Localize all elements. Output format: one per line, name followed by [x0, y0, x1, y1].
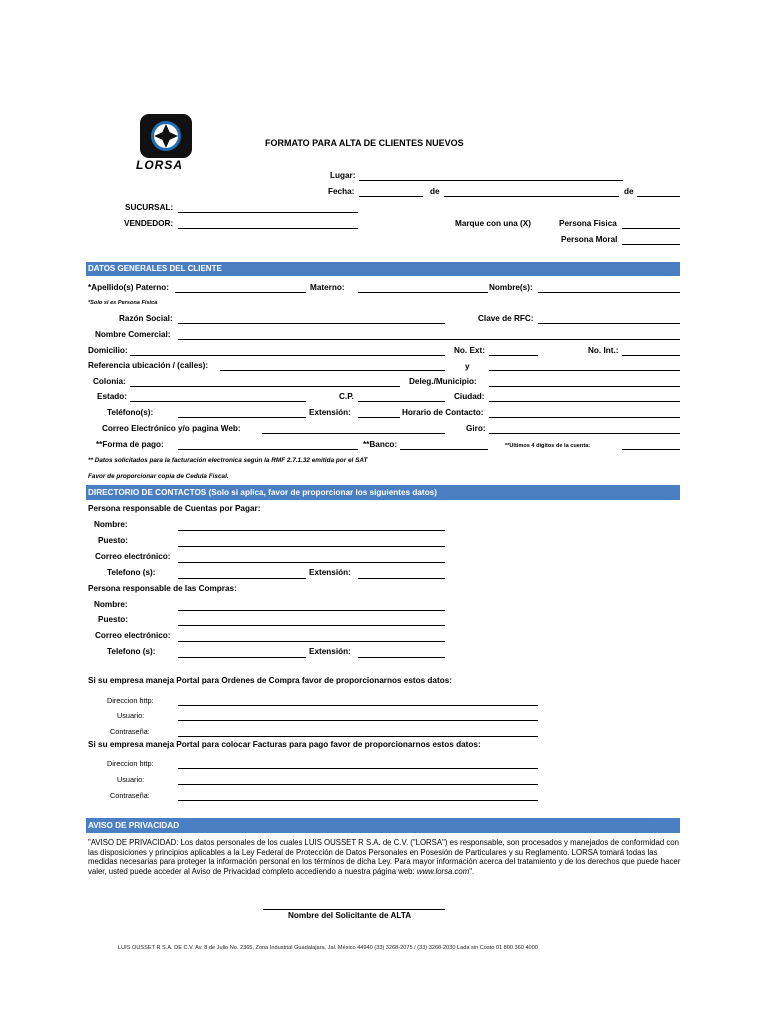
portal-oc-usuario-field[interactable]: [178, 720, 538, 721]
portal-oc-heading: Si su empresa maneja Portal para Ordenes de Compra favor de proporcionarnos estos datos:: [88, 676, 452, 685]
aviso-text-body: "AVISO DE PRIVACIDAD: Los datos personales de los cuales LUIS OUSSET R S.A. de C.V. ("LORSA") es responsable, son procesados y manejados de conformidad con las disposiciones y principios aplicables a la Ley Federal de Protección de Datos Personales en Posesión de Particulares y su Reglamento. LORSA tomará todas las medidas necesarias para proteger la información personal en los términos de dicha Ley. Para mayor información acerca del tratamiento y de los derechos que puede hacer valer, usted puede acceder al Aviso de Privacidad completo accediendo a nuestra página web:: [88, 838, 681, 876]
aviso-text-end: ".: [469, 866, 475, 876]
nombre-field[interactable]: [538, 292, 680, 293]
cuentas-pagar-heading: Persona responsable de Cuentas por Pagar:: [88, 504, 261, 513]
nombre-comercial-label: Nombre Comercial:: [95, 330, 171, 339]
section-datos-generales: DATOS GENERALES DEL CLIENTE: [86, 262, 680, 276]
aviso-privacidad-text: [88, 838, 682, 876]
portal-fact-http-field[interactable]: [178, 768, 538, 769]
razon-social-field[interactable]: [178, 323, 445, 324]
section-directorio: DIRECTORIO DE CONTACTOS (Solo si aplica, favor de proporcionar los siguientes datos): [86, 485, 680, 500]
section-aviso-privacidad: AVISO DE PRIVACIDAD: [86, 818, 680, 833]
lorsa-emblem-icon: [136, 114, 196, 158]
compras-telefono-label: Telefono (s):: [107, 647, 156, 656]
portal-oc-contrasena-label: Contraseña:: [110, 727, 150, 736]
apellido-paterno-field[interactable]: [175, 292, 306, 293]
ultimos-digitos-field[interactable]: [622, 449, 680, 450]
lorsa-logo: [136, 114, 196, 174]
no-int-field[interactable]: [622, 355, 680, 356]
signature-line[interactable]: [263, 909, 445, 910]
persona-moral-field[interactable]: [622, 244, 680, 245]
banco-field[interactable]: [400, 449, 488, 450]
portal-fact-usuario-field[interactable]: [178, 784, 538, 785]
nota-cedula: Favor de proporcionar copia de Cedula Fiscal.: [88, 473, 229, 480]
estado-field[interactable]: [130, 401, 306, 402]
sucursal-label: SUCURSAL:: [125, 203, 174, 212]
referencia-field-2[interactable]: [489, 370, 680, 371]
fecha-de-label: de: [430, 187, 440, 196]
persona-fisica-label: Persona Fisica: [559, 219, 617, 228]
portal-oc-usuario-label: Usuario:: [117, 711, 145, 720]
compras-correo-label: Correo electrónico:: [95, 631, 171, 640]
ciudad-label: Ciudad:: [454, 392, 485, 401]
cxp-extension-label: Extensión:: [309, 568, 351, 577]
referencia-label: Referencia ubicación / (calles):: [88, 361, 209, 370]
apellido-paterno-label: *Apellido(s) Paterno:: [88, 283, 169, 292]
footer-address: LUIS OUSSET R S.A. DE C.V. Av. 8 de Julio No. 2365, Zona Industrial Guadalajara, Jal. México 44940 (33) 3268-2075 / (33) 3268-2030 Lada sin Costo 01 800 360 4000: [118, 945, 538, 951]
razon-social-label: Razón Social:: [119, 314, 173, 323]
banco-label: **Banco:: [363, 440, 398, 449]
nombre-label: Nombre(s):: [489, 283, 533, 292]
persona-fisica-field[interactable]: [622, 228, 680, 229]
portal-oc-http-field[interactable]: [178, 705, 538, 706]
vendedor-field[interactable]: [178, 228, 358, 229]
portal-fact-usuario-label: Usuario:: [117, 775, 145, 784]
forma-pago-field[interactable]: [178, 449, 358, 450]
cxp-puesto-field[interactable]: [178, 546, 445, 547]
cp-field[interactable]: [358, 401, 445, 402]
colonia-label: Colonia:: [93, 377, 126, 386]
fecha-day-field[interactable]: [359, 196, 423, 197]
no-int-label: No. Int.:: [588, 346, 619, 355]
telefonos-label: Teléfono(s):: [107, 408, 154, 417]
cxp-telefono-field[interactable]: [178, 578, 306, 579]
no-ext-label: No. Ext:: [454, 346, 485, 355]
portal-fact-heading: Si su empresa maneja Portal para colocar Facturas para pago favor de proporcionarnos estos datos:: [88, 740, 481, 749]
no-ext-field[interactable]: [489, 355, 538, 356]
fecha-year-field[interactable]: [637, 196, 680, 197]
cxp-telefono-label: Telefono (s):: [107, 568, 156, 577]
fecha-label: Fecha:: [328, 187, 355, 196]
domicilio-field[interactable]: [130, 355, 445, 356]
nombre-comercial-field[interactable]: [178, 339, 680, 340]
compras-extension-label: Extensión:: [309, 647, 351, 656]
extension-field[interactable]: [358, 417, 400, 418]
sucursal-field[interactable]: [178, 212, 358, 213]
domicilio-label: Domicilio:: [88, 346, 128, 355]
compras-correo-field[interactable]: [178, 641, 445, 642]
compras-puesto-field[interactable]: [178, 625, 445, 626]
compras-heading: Persona responsable de las Compras:: [88, 584, 237, 593]
deleg-label: Deleg./Municipio:: [409, 377, 477, 386]
lugar-field[interactable]: [359, 180, 623, 181]
deleg-field[interactable]: [489, 386, 680, 387]
telefonos-field[interactable]: [178, 417, 306, 418]
fecha-de2-label: de: [624, 187, 634, 196]
portal-oc-contrasena-field[interactable]: [178, 736, 538, 737]
cxp-correo-label: Correo electrónico:: [95, 552, 171, 561]
extension-label: Extensión:: [309, 408, 351, 417]
colonia-field[interactable]: [130, 386, 400, 387]
correo-web-field[interactable]: [262, 433, 445, 434]
portal-fact-contrasena-label: Contraseña:: [110, 791, 150, 800]
logo-text: LORSA: [136, 158, 183, 172]
nota-sat: ** Datos solicitados para la facturación electronica según la RMF 2.7.1.32 emitida por el SAT: [88, 457, 368, 464]
clave-rfc-label: Clave de RFC:: [478, 314, 534, 323]
page-title: FORMATO PARA ALTA DE CLIENTES NUEVOS: [265, 138, 464, 148]
forma-pago-label: **Forma de pago:: [96, 440, 164, 449]
ciudad-field[interactable]: [489, 401, 680, 402]
compras-telefono-field[interactable]: [178, 657, 306, 658]
vendedor-label: VENDEDOR:: [124, 219, 174, 228]
marque-label: Marque con una (X): [455, 219, 531, 228]
persona-moral-label: Persona Moral: [561, 235, 618, 244]
referencia-y-label: y: [465, 362, 470, 371]
referencia-field-1[interactable]: [220, 370, 445, 371]
horario-field[interactable]: [489, 417, 680, 418]
correo-web-label: Correo Electrónico y/o pagina Web:: [102, 424, 241, 433]
giro-label: Giro:: [466, 424, 486, 433]
fecha-month-field[interactable]: [444, 196, 619, 197]
portal-fact-contrasena-field[interactable]: [178, 800, 538, 801]
horario-label: Horario de Contacto:: [402, 408, 484, 417]
clave-rfc-field[interactable]: [538, 323, 680, 324]
cxp-nombre-field[interactable]: [178, 530, 445, 531]
lugar-label: Lugar:: [330, 171, 356, 180]
cxp-puesto-label: Puesto:: [98, 536, 129, 545]
cxp-nombre-label: Nombre:: [94, 520, 128, 529]
compras-extension-field[interactable]: [358, 657, 445, 658]
cp-label: C.P.: [339, 392, 354, 401]
cxp-correo-field[interactable]: [178, 562, 445, 563]
portal-fact-http-label: Direccion http:: [107, 759, 154, 768]
compras-nombre-label: Nombre:: [94, 600, 128, 609]
portal-oc-http-label: Direccion http:: [107, 696, 154, 705]
cxp-extension-field[interactable]: [358, 578, 445, 579]
giro-field[interactable]: [489, 433, 680, 434]
materno-field[interactable]: [358, 292, 488, 293]
compras-puesto-label: Puesto:: [98, 615, 129, 624]
compras-nombre-field[interactable]: [178, 610, 445, 611]
materno-label: Materno:: [310, 283, 345, 292]
estado-label: Estado:: [97, 392, 128, 401]
lorsa-website-link[interactable]: www.lorsa.com: [416, 866, 470, 876]
ultimos-digitos-label: **Ultimos 4 digitos de la cuenta:: [505, 443, 591, 449]
signature-label: Nombre del Solicitante de ALTA: [288, 911, 412, 920]
solo-fisica-note: *Solo si es Persona Fisica: [88, 300, 158, 306]
